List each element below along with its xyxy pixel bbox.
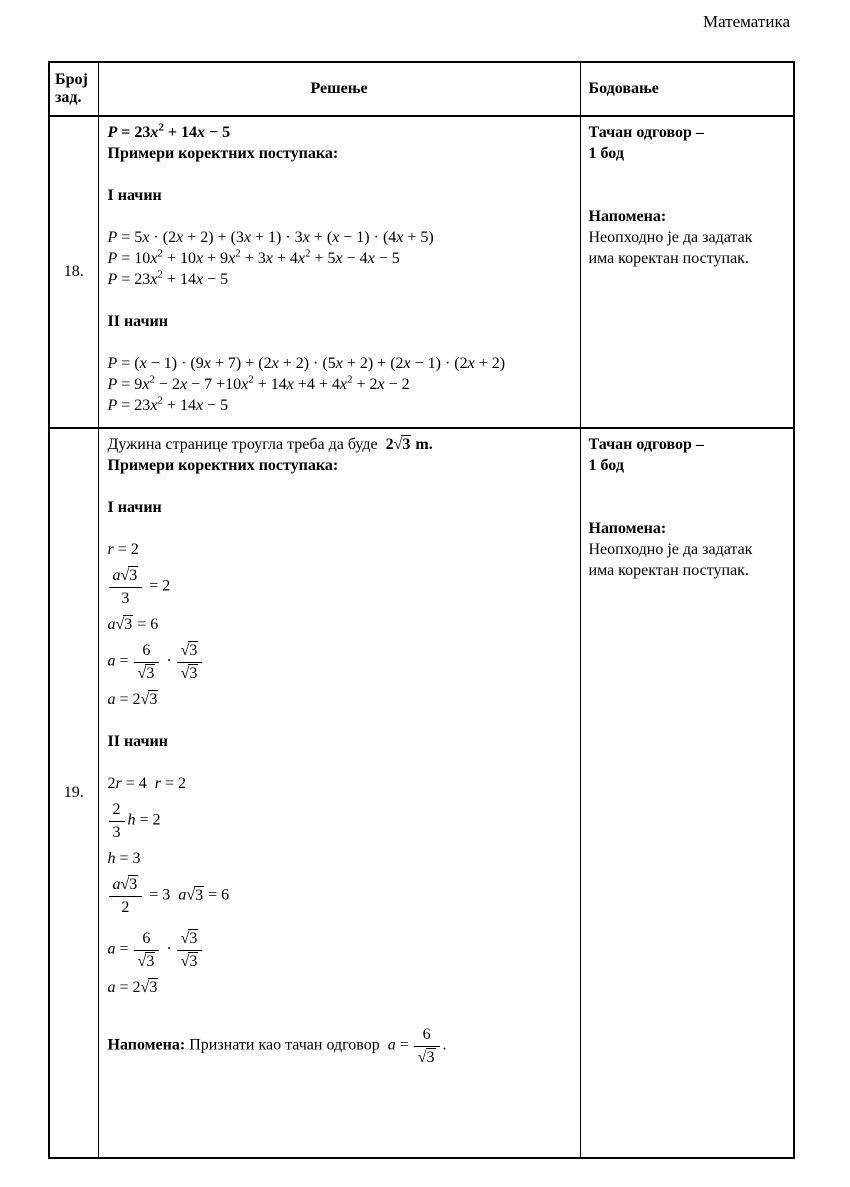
superscript: 2 <box>347 373 353 386</box>
radical-sign: √ <box>120 567 129 584</box>
scoring-cell <box>580 428 794 1158</box>
square-root <box>138 664 156 682</box>
text-token: 3 <box>402 436 411 453</box>
text-token: h <box>107 850 116 867</box>
square-root <box>394 435 412 453</box>
text-token: 3 <box>149 691 158 708</box>
solution-line <box>108 848 572 869</box>
text-token: Дужина странице троугла треба да буде <box>107 436 386 453</box>
text-token: P <box>107 271 118 288</box>
header-solution: Решење <box>98 62 580 116</box>
header-scoring: Бодовање <box>580 62 794 116</box>
text-token: x <box>203 355 211 372</box>
solution-line <box>108 731 572 752</box>
text-token: P <box>107 397 118 414</box>
square-root <box>121 566 139 584</box>
solution-line <box>108 248 572 269</box>
text-token: x <box>228 250 236 267</box>
text-token: + 7) + (2 <box>210 355 272 372</box>
text-token: = <box>395 1036 413 1054</box>
text-token: +4 + 4 <box>293 376 340 393</box>
solution-line <box>108 497 572 518</box>
text-token: = 3 <box>115 850 141 867</box>
text-token: 3 <box>129 876 138 893</box>
text-token: + 5) <box>403 229 434 246</box>
text-token: − 5 <box>203 271 229 288</box>
text-token: 6 <box>142 642 151 659</box>
radical-sign: √ <box>417 1049 426 1066</box>
fraction <box>177 929 203 972</box>
text-token: 3 <box>189 953 198 970</box>
text-token: + 2) · (5 <box>278 355 336 372</box>
text-token: r <box>107 541 114 558</box>
fraction <box>414 1025 440 1068</box>
text-token: x <box>377 376 385 393</box>
solution-line <box>108 434 572 455</box>
square-root <box>141 690 159 708</box>
text-token: = 9 <box>117 376 143 393</box>
text-token: x <box>302 229 310 246</box>
blank-line <box>589 497 788 518</box>
text-token: Неопходно је да задатак <box>588 541 753 558</box>
text-token: + 14 <box>162 271 196 288</box>
text-token: 3 <box>121 590 130 607</box>
scoring-line <box>589 518 788 539</box>
solution-cell <box>98 428 580 1158</box>
solution-line <box>108 977 572 998</box>
text-token: Неопходно је да задатак <box>588 229 753 246</box>
text-token: = 10 <box>117 250 151 267</box>
text-token: 1 бод <box>588 457 624 474</box>
text-token: = 5 <box>117 229 143 246</box>
solution-line <box>108 689 572 710</box>
square-root <box>186 886 204 904</box>
text-token: x <box>150 250 158 267</box>
solution-line <box>108 374 572 395</box>
text-token: − 5 <box>205 124 231 141</box>
superscript: 2 <box>248 373 254 386</box>
superscript: 2 <box>157 247 163 260</box>
answer-table-body <box>49 116 794 1158</box>
text-token: − 7 +10 <box>187 376 242 393</box>
radical-sign: √ <box>137 953 146 970</box>
blank-line <box>589 185 788 206</box>
text-token: − 2 <box>384 376 410 393</box>
blank-line <box>108 752 572 773</box>
fraction <box>134 929 160 972</box>
text-token: 3 <box>146 953 155 970</box>
scoring-line <box>589 560 788 581</box>
answer-table <box>48 61 795 1159</box>
text-token: P <box>107 250 118 267</box>
square-root <box>181 641 199 659</box>
text-token: − 1) · (2 <box>410 355 468 372</box>
text-token: + 3 <box>240 250 266 267</box>
text-token: x <box>265 250 273 267</box>
text-token: P <box>107 229 118 246</box>
text-token: = 6 <box>133 616 159 633</box>
radical-sign: √ <box>137 665 146 682</box>
solution-line <box>108 923 572 977</box>
solution-line <box>108 635 572 689</box>
text-token: II начин <box>107 313 168 330</box>
radical-sign: √ <box>180 953 189 970</box>
superscript: 2 <box>158 121 164 134</box>
fraction <box>109 800 125 843</box>
solution-line <box>108 560 572 614</box>
radical-sign: √ <box>140 979 149 996</box>
text-token: Признати као тачан одговор <box>185 1036 388 1054</box>
radical-sign: √ <box>180 642 189 659</box>
text-token: + 14 <box>253 376 287 393</box>
text-token: = 2 <box>113 541 139 558</box>
square-root <box>181 929 199 947</box>
solution-line <box>108 143 572 164</box>
text-token: = 2 <box>135 811 161 829</box>
task-number-cell: 18. <box>49 116 98 428</box>
superscript: 2 <box>149 373 155 386</box>
table-row <box>49 116 794 428</box>
solution-line <box>108 227 572 248</box>
text-token: + 14 <box>163 124 198 141</box>
text-token: = 2 <box>115 691 141 708</box>
text-token: 2 <box>107 775 116 792</box>
text-token: = 3 <box>145 886 179 904</box>
solution-line <box>108 311 572 332</box>
text-token: + ( <box>309 229 333 246</box>
text-token: x <box>142 229 150 246</box>
text-token: Примери коректних поступака: <box>107 145 339 162</box>
text-token: 3 <box>189 642 198 659</box>
radical-sign: √ <box>180 930 189 947</box>
text-token: Напомена: <box>588 208 667 225</box>
square-root <box>181 664 199 682</box>
blank-line <box>108 164 572 185</box>
text-token: − 5 <box>374 250 400 267</box>
text-token: 3 <box>112 824 121 841</box>
text-token: x <box>286 376 294 393</box>
text-token: x <box>150 397 158 414</box>
text-token: x <box>241 376 249 393</box>
text-token: h <box>127 811 136 829</box>
text-token: има коректан поступак. <box>588 250 749 267</box>
radical-sign: √ <box>393 436 402 453</box>
fraction <box>109 566 143 609</box>
text-token: = 23 <box>117 397 151 414</box>
text-token: − 1) · (4 <box>339 229 397 246</box>
text-token: · <box>162 940 176 958</box>
solution-line <box>108 185 572 206</box>
radical-sign: √ <box>186 886 195 904</box>
text-token: + 1) · 3 <box>251 229 303 246</box>
text-token: x <box>179 376 188 393</box>
text-token: Напомена: <box>588 520 667 537</box>
solution-line <box>108 869 572 923</box>
text-token: x <box>467 355 475 372</box>
blank-line <box>589 164 788 185</box>
blank-line <box>108 518 572 539</box>
text-token: x <box>335 250 343 267</box>
text-token: 3 <box>189 930 198 947</box>
radical-sign: √ <box>115 616 124 633</box>
text-token: a <box>107 979 116 996</box>
text-token: + 5 <box>310 250 336 267</box>
scoring-line <box>589 206 788 227</box>
text-token: 2 <box>121 899 130 916</box>
text-token: · (2 <box>149 229 177 246</box>
text-token: x <box>335 355 343 372</box>
text-token: − 1) · (9 <box>146 355 204 372</box>
scoring-line <box>589 227 788 248</box>
blank-line <box>108 290 572 311</box>
square-root <box>138 952 156 970</box>
text-token: x <box>403 355 411 372</box>
text-token: x <box>332 229 340 246</box>
text-token: 2 <box>112 801 121 818</box>
solution-line <box>108 353 572 374</box>
text-token: I начин <box>107 187 162 204</box>
text-token: 3 <box>195 886 204 904</box>
text-token: − 4 <box>342 250 368 267</box>
text-token: x <box>195 271 204 288</box>
scoring-line <box>589 143 788 164</box>
text-token: x <box>195 397 204 414</box>
text-token: 3 <box>124 616 133 633</box>
text-token: x <box>142 376 150 393</box>
text-token: r <box>115 775 122 792</box>
solution-line <box>108 395 572 416</box>
text-token: = <box>115 940 133 958</box>
text-token: = 2 <box>115 979 141 996</box>
text-token: · <box>162 652 176 670</box>
text-token: = 6 <box>204 886 230 904</box>
text-token: = 2 <box>145 577 171 595</box>
square-root <box>116 615 134 633</box>
text-token: 6 <box>422 1026 431 1043</box>
text-token: + 2 <box>352 376 378 393</box>
text-token: a <box>178 886 187 904</box>
blank-line <box>108 476 572 497</box>
blank-line <box>108 206 572 227</box>
text-token: x <box>197 124 206 141</box>
blank-line <box>108 710 572 731</box>
superscript: 2 <box>235 247 241 260</box>
text-token: Напомена: <box>107 1036 186 1054</box>
text-token: + 10 <box>162 250 196 267</box>
text-token: . <box>442 1036 447 1054</box>
text-token: a <box>112 567 121 584</box>
text-token: 1 бод <box>588 145 624 162</box>
blank-line <box>589 476 788 497</box>
text-token: = 4 <box>121 775 155 792</box>
text-token: I начин <box>107 499 162 516</box>
text-token: = <box>115 652 133 670</box>
scoring-line <box>589 122 788 143</box>
text-token: x <box>271 355 279 372</box>
text-token: + 9 <box>203 250 229 267</box>
page-title: Математика <box>702 12 790 31</box>
square-root <box>141 978 159 996</box>
text-token: + 14 <box>162 397 196 414</box>
text-token: = 23 <box>117 271 151 288</box>
scoring-line <box>589 455 788 476</box>
text-token: x <box>139 355 147 372</box>
text-token: a <box>107 616 116 633</box>
text-token: a <box>112 876 121 893</box>
text-token: Тачан одговор – <box>588 436 704 453</box>
text-token: + 2) + (2 <box>342 355 404 372</box>
radical-sign: √ <box>140 691 149 708</box>
text-token: 3 <box>146 665 155 682</box>
text-token: = ( <box>117 355 140 372</box>
header-row <box>49 62 794 116</box>
text-token: − 2 <box>154 376 180 393</box>
text-token: има коректан поступак. <box>588 562 749 579</box>
header-task-number: Број зад. <box>49 62 98 116</box>
text-token: a <box>107 691 116 708</box>
text-token: x <box>297 250 305 267</box>
text-token: r <box>154 775 161 792</box>
solution-line <box>108 794 572 848</box>
fraction <box>177 641 203 684</box>
square-root <box>418 1048 436 1066</box>
scoring-line <box>589 248 788 269</box>
text-token: + 4 <box>272 250 298 267</box>
text-token: x <box>195 250 204 267</box>
text-token: x <box>150 124 159 141</box>
text-token: 3 <box>129 567 138 584</box>
fraction <box>109 875 143 918</box>
solution-line <box>108 773 572 794</box>
text-token: = 2 <box>161 775 187 792</box>
text-token: Примери коректних поступака: <box>107 457 339 474</box>
text-token: P <box>107 376 118 393</box>
text-token: P <box>107 124 118 141</box>
scoring-cell <box>580 116 794 428</box>
scoring-line <box>589 434 788 455</box>
text-token: 2 <box>385 436 394 453</box>
text-token: a <box>107 940 116 958</box>
fraction <box>134 641 160 684</box>
scoring-line <box>589 539 788 560</box>
text-token: − 5 <box>203 397 229 414</box>
text-token: x <box>396 229 404 246</box>
table-row <box>49 428 794 1158</box>
superscript: 2 <box>157 268 163 281</box>
superscript: 2 <box>157 394 163 407</box>
text-token: x <box>367 250 375 267</box>
solution-line <box>108 455 572 476</box>
radical-sign: √ <box>180 665 189 682</box>
blank-line <box>108 332 572 353</box>
radical-sign: √ <box>120 876 129 893</box>
solution-line <box>108 269 572 290</box>
text-token: 6 <box>142 930 151 947</box>
text-token: P <box>107 355 118 372</box>
superscript: 2 <box>304 247 311 260</box>
text-token: m. <box>411 436 433 453</box>
text-token: x <box>339 376 348 393</box>
text-token: + 2) + (3 <box>183 229 244 246</box>
text-token: a <box>107 652 116 670</box>
text-token: II начин <box>107 733 168 750</box>
text-token: x <box>243 229 251 246</box>
text-token: x <box>176 229 184 246</box>
text-token: 3 <box>189 665 198 682</box>
solution-line <box>108 614 572 635</box>
blank-line <box>108 998 572 1019</box>
text-token: Тачан одговор – <box>588 124 704 141</box>
task-number-cell: 19. <box>49 428 98 1158</box>
text-token: + 2) <box>474 355 506 372</box>
text-token: a <box>387 1036 396 1054</box>
text-token: = 23 <box>117 124 151 141</box>
square-root <box>181 952 199 970</box>
solution-line <box>108 122 572 143</box>
text-token: 3 <box>426 1049 435 1066</box>
solution-cell <box>98 116 580 428</box>
text-token: 3 <box>149 979 158 996</box>
square-root <box>121 875 139 893</box>
solution-line <box>108 539 572 560</box>
solution-line <box>108 1019 572 1073</box>
text-token: x <box>150 271 158 288</box>
